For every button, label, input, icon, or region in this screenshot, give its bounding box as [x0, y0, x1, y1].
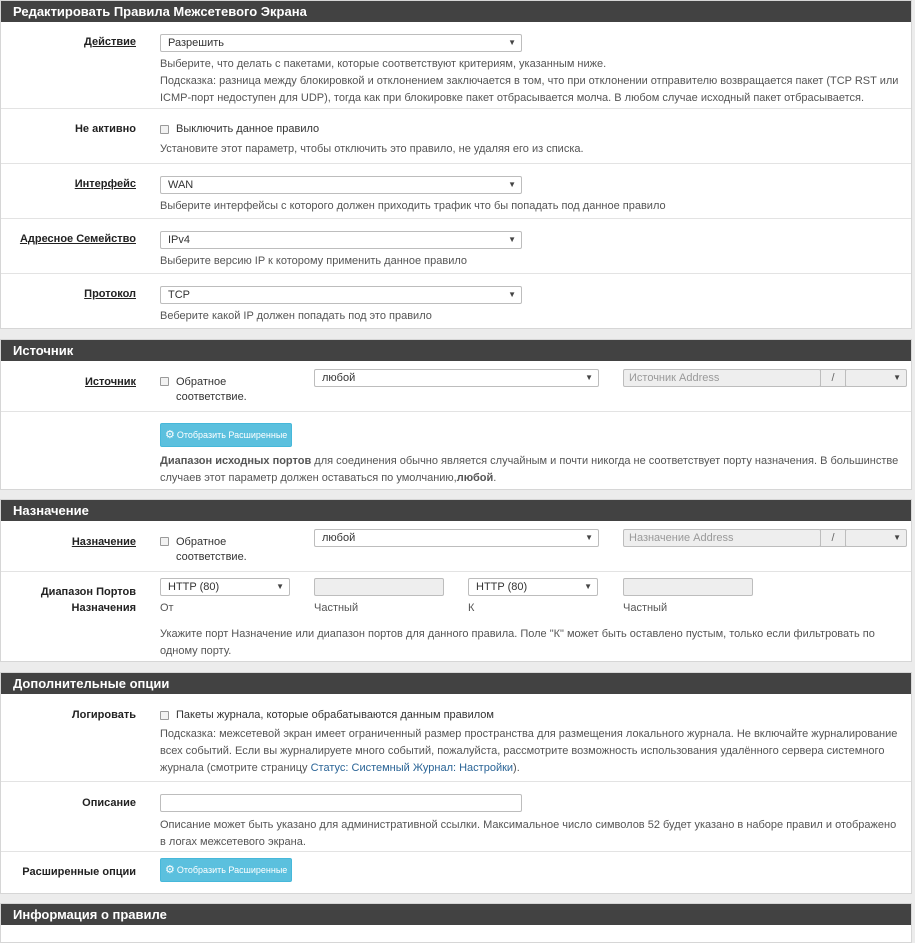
port-from-custom-input[interactable] [314, 578, 444, 596]
chevron-down-icon: ▼ [585, 533, 593, 542]
disable-rule-checkbox[interactable] [160, 125, 169, 134]
source-heading: Источник [1, 340, 911, 361]
family-select[interactable]: IPv4 ▼ [160, 231, 522, 249]
edit-rule-heading: Редактировать Правила Межсетевого Экрана [1, 1, 911, 22]
destination-invert-label-1: Обратное [176, 536, 227, 548]
advanced-options-button[interactable]: ⚙ Отобразить Расширенные [160, 858, 292, 882]
action-row [1, 22, 911, 109]
port-from-custom-caption: Частный [314, 602, 359, 614]
log-help: Подсказка: межсетевой экран имеет ограниченный размер пространства для размещения локального журнала. Не включайте журналирование всех событий. Если вы журналируете много событий, пожалуйста, рассмотрите возможность использования удалённого сервера системного журнала (смотрите страницу Статус: Системный Журнал: Настройки). [160, 728, 898, 774]
chevron-down-icon: ▼ [893, 533, 901, 542]
gear-icon: ⚙ [165, 429, 175, 441]
port-range-label-2: Назначения [71, 602, 136, 614]
interface-select[interactable]: WAN ▼ [160, 176, 522, 194]
rule-info-panel [0, 903, 912, 943]
destination-invert-label-2: соответствие. [176, 551, 247, 563]
port-to-caption: К [468, 602, 475, 614]
destination-type-select[interactable]: любой ▼ [314, 529, 599, 547]
destination-invert-checkbox[interactable] [160, 537, 169, 546]
syslog-settings-link[interactable]: Статус: Системный Журнал: Настройки [310, 762, 514, 774]
protocol-help: Веберите какой IP должен попадать под это правило [160, 310, 432, 322]
description-help: Описание может быть указано для административной ссылки. Максимальное число символов 52 будет указано в наборе правил и отображено в логах межсетевого экрана. [160, 819, 897, 848]
port-to-select[interactable]: HTTP (80) ▼ [468, 578, 598, 596]
action-label: Действие [84, 36, 136, 48]
interface-row [1, 164, 911, 219]
description-row [1, 782, 911, 852]
port-to-custom-input[interactable] [623, 578, 753, 596]
port-from-select[interactable]: HTTP (80) ▼ [160, 578, 290, 596]
family-label: Адресное Семейство [19, 233, 136, 245]
source-invert-label-2: соответствие. [176, 391, 247, 403]
destination-heading: Назначение [1, 500, 911, 521]
disable-rule-checkbox-label: Выключить данное правило [176, 123, 320, 135]
source-address-input[interactable]: Источник Address [623, 369, 821, 387]
port-range-label-1: Диапазон Портов [40, 586, 136, 598]
port-range-help: Укажите порт Назначение или диапазон портов для данного правила. Поле "К" может быть оставлено пустым, только если фильтровать по одному порту. [160, 628, 875, 657]
destination-port-range-row [1, 572, 911, 662]
chevron-down-icon: ▼ [893, 373, 901, 382]
description-input[interactable] [160, 794, 522, 812]
source-port-help: Диапазон исходных портов для соединения обычно является случайным и почти никогда не соответствует порту назначения. В большинстве случаев этот параметр должен оставаться по умолчанию,любой. [160, 455, 899, 484]
chevron-down-icon: ▼ [276, 582, 284, 591]
log-checkbox-label: Пакеты журнала, которые обрабатываются данным правилом [176, 709, 494, 721]
disabled-label: Не активно [74, 123, 136, 135]
gear-icon: ⚙ [165, 864, 175, 876]
destination-mask-slash: / [820, 529, 846, 547]
source-type-select[interactable]: любой ▼ [314, 369, 599, 387]
advanced-options-row [1, 852, 911, 894]
source-panel [0, 339, 912, 490]
chevron-down-icon: ▼ [584, 582, 592, 591]
interface-label: Интерфейс [74, 178, 136, 190]
log-row [1, 694, 911, 782]
port-from-caption: От [160, 602, 174, 614]
chevron-down-icon: ▼ [508, 180, 516, 189]
protocol-select[interactable]: TCP ▼ [160, 286, 522, 304]
destination-label: Назначение [71, 536, 136, 548]
source-row [1, 361, 911, 412]
chevron-down-icon: ▼ [508, 235, 516, 244]
interface-help: Выберите интерфейсы с которого должен приходить трафик что бы попадать под данное правило [160, 200, 666, 212]
description-label: Описание [82, 797, 136, 809]
extra-options-heading: Дополнительные опции [1, 673, 911, 694]
source-label: Источник [84, 376, 136, 388]
port-to-custom-caption: Частный [623, 602, 668, 614]
source-mask-slash: / [820, 369, 846, 387]
disabled-help: Установите этот параметр, чтобы отключить это правило, не удаляя его из списка. [160, 143, 584, 155]
family-row [1, 219, 911, 274]
log-checkbox[interactable] [160, 711, 169, 720]
action-help-2: Подсказка: разница между блокировкой и отклонением заключается в том, что при отклонении отправителю возвращается пакет (TCP RST или ICMP-порт недоступен для UDP), тогда как при блокировке пакет отбрасывается молча. В любом случае исходный пакет отбрасывается. [160, 75, 899, 104]
rule-info-heading: Информация о правиле [1, 904, 911, 925]
action-select[interactable]: Разрешить ▼ [160, 34, 522, 52]
source-invert-label-1: Обратное [176, 376, 227, 388]
chevron-down-icon: ▼ [585, 373, 593, 382]
protocol-row [1, 274, 911, 329]
edit-rule-panel [0, 0, 912, 329]
disabled-row [1, 109, 911, 164]
protocol-label: Протокол [84, 288, 136, 300]
source-advanced-button[interactable]: ⚙ Отобразить Расширенные [160, 423, 292, 447]
chevron-down-icon: ▼ [508, 290, 516, 299]
source-invert-checkbox[interactable] [160, 377, 169, 386]
destination-panel [0, 499, 912, 662]
source-advanced-row [1, 412, 911, 490]
chevron-down-icon: ▼ [508, 38, 516, 47]
destination-address-input[interactable]: Назначение Address [623, 529, 821, 547]
source-mask-select[interactable] [845, 369, 907, 387]
log-label: Логировать [71, 709, 136, 721]
extra-options-panel [0, 672, 912, 894]
action-help-1: Выберите, что делать с пакетами, которые соответствуют критериям, указанным ниже. [160, 58, 607, 70]
destination-mask-select[interactable] [845, 529, 907, 547]
family-help: Выберите версию IP к которому применить данное правило [160, 255, 467, 267]
destination-row [1, 521, 911, 572]
advanced-options-label: Расширенные опции [22, 866, 136, 878]
